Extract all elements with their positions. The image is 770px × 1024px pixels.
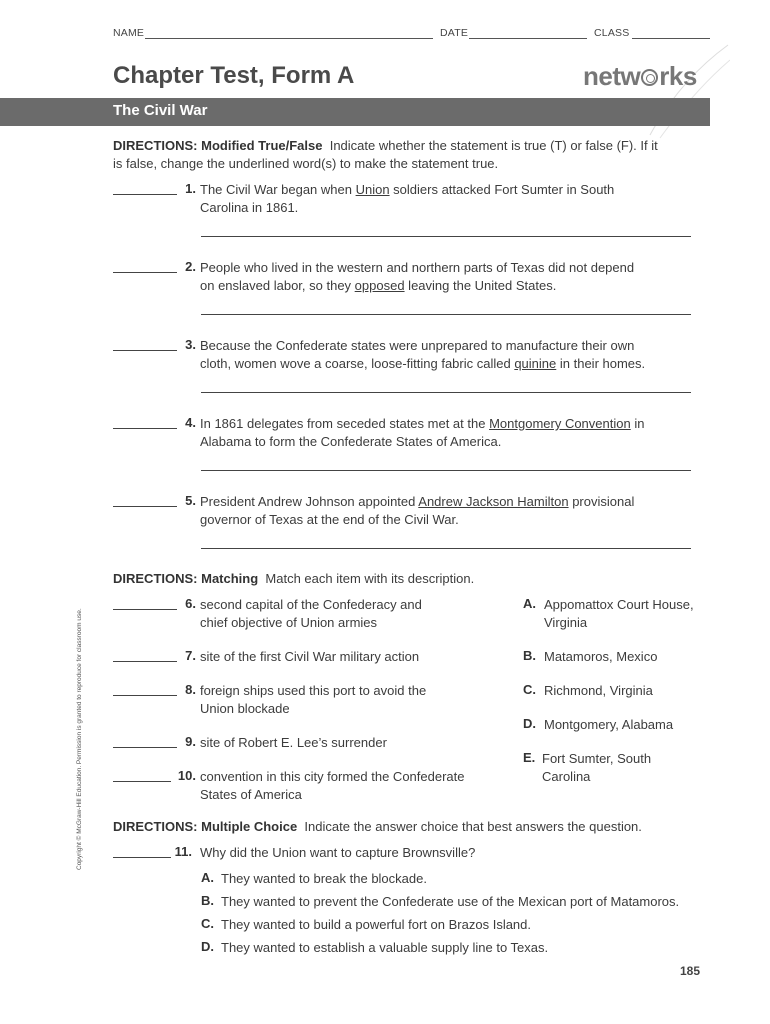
option-letter: A.	[201, 870, 214, 885]
directions-multiple-choice: DIRECTIONS: Multiple Choice Indicate the answer choice that best answers the question.	[113, 819, 642, 834]
choice-text: Appomattox Court House, Virginia	[544, 597, 694, 630]
class-label: CLASS	[594, 27, 630, 39]
question-text: The Civil War began when Union soldiers attacked Fort Sumter in South Carolina in 1861.	[200, 182, 615, 215]
question-number: 1.	[185, 181, 196, 196]
option-letter: D.	[201, 939, 214, 954]
choice-letter: A.	[523, 596, 536, 611]
item-text: foreign ships used this port to avoid the Union blockade	[200, 683, 427, 716]
date-field[interactable]	[469, 38, 587, 39]
question-number: 11.	[174, 844, 192, 859]
choice-letter: B.	[523, 648, 536, 663]
directions-true-false: DIRECTIONS: Modified True/False Indicate whether the statement is true (T) or false (F). If it is false, change the underlined word(s) to make the statement true.	[113, 138, 658, 171]
chapter-title: The Civil War	[113, 102, 208, 119]
correction-line-5[interactable]	[201, 548, 691, 549]
correction-line-3[interactable]	[201, 392, 691, 393]
question-text: In 1861 delegates from seceded states met at the Montgomery Convention in Alabama to form the Confederate States of America.	[200, 416, 645, 449]
question-text: Because the Confederate states were unprepared to manufacture their own cloth, women wove a coarse, loose-fitting fabric called quinine in their homes.	[200, 338, 646, 371]
name-label: NAME	[113, 27, 145, 39]
item-text: site of Robert E. Lee’s surrender	[200, 735, 387, 750]
choice-letter: D.	[523, 716, 536, 731]
correction-line-2[interactable]	[201, 314, 691, 315]
choice-text: Matamoros, Mexico	[544, 649, 658, 664]
option-letter: B.	[201, 893, 214, 908]
choice-letter: C.	[523, 682, 536, 697]
chapter-bar	[0, 98, 710, 126]
date-label: DATE	[440, 27, 469, 39]
choice-letter: E.	[523, 750, 536, 765]
networks-logo: netw rks	[583, 61, 697, 91]
name-field[interactable]	[145, 38, 433, 39]
page-title: Chapter Test, Form A	[113, 62, 355, 89]
directions-matching: DIRECTIONS: Matching Match each item with its description.	[113, 571, 475, 586]
question-number: 5.	[185, 493, 196, 508]
question-text: President Andrew Johnson appointed Andrew Jackson Hamilton provisional governor of Texas at the end of the Civil War.	[200, 494, 635, 527]
item-text: site of the first Civil War military action	[200, 649, 420, 664]
item-text: second capital of the Confederacy and chief objective of Union armies	[200, 597, 422, 630]
page-number: 185	[680, 964, 701, 978]
option-text: They wanted to prevent the Confederate use of the Mexican port of Matamoros.	[221, 894, 680, 909]
class-field[interactable]	[632, 38, 710, 39]
option-text: They wanted to build a powerful fort on Brazos Island.	[221, 917, 532, 932]
question-text: People who lived in the western and northern parts of Texas did not depend on enslaved labor, so they opposed leaving the United States.	[200, 260, 635, 293]
item-number: 10.	[177, 768, 196, 783]
item-text: convention in this city formed the Confederate States of America	[200, 769, 465, 802]
option-text: They wanted to break the blockade.	[221, 871, 427, 886]
copyright-notice: Copyright © McGraw-Hill Education. Permission is granted to reproduce for classroom use.	[76, 608, 83, 870]
item-number: 9.	[185, 734, 196, 749]
question-text: Why did the Union want to capture Brownsville?	[200, 845, 476, 860]
question-number: 3.	[185, 337, 196, 352]
choice-text: Montgomery, Alabama	[544, 717, 674, 732]
choice-text: Richmond, Virginia	[544, 683, 653, 698]
item-number: 8.	[185, 682, 196, 697]
correction-line-4[interactable]	[201, 470, 691, 471]
correction-line-1[interactable]	[201, 236, 691, 237]
item-number: 6.	[185, 596, 196, 611]
option-text: They wanted to establish a valuable supply line to Texas.	[221, 940, 549, 955]
question-number: 2.	[185, 259, 196, 274]
logo-o-icon	[641, 69, 658, 86]
question-number: 4.	[185, 415, 196, 430]
option-letter: C.	[201, 916, 214, 931]
item-number: 7.	[185, 648, 196, 663]
choice-text: Fort Sumter, South Carolina	[542, 751, 652, 784]
